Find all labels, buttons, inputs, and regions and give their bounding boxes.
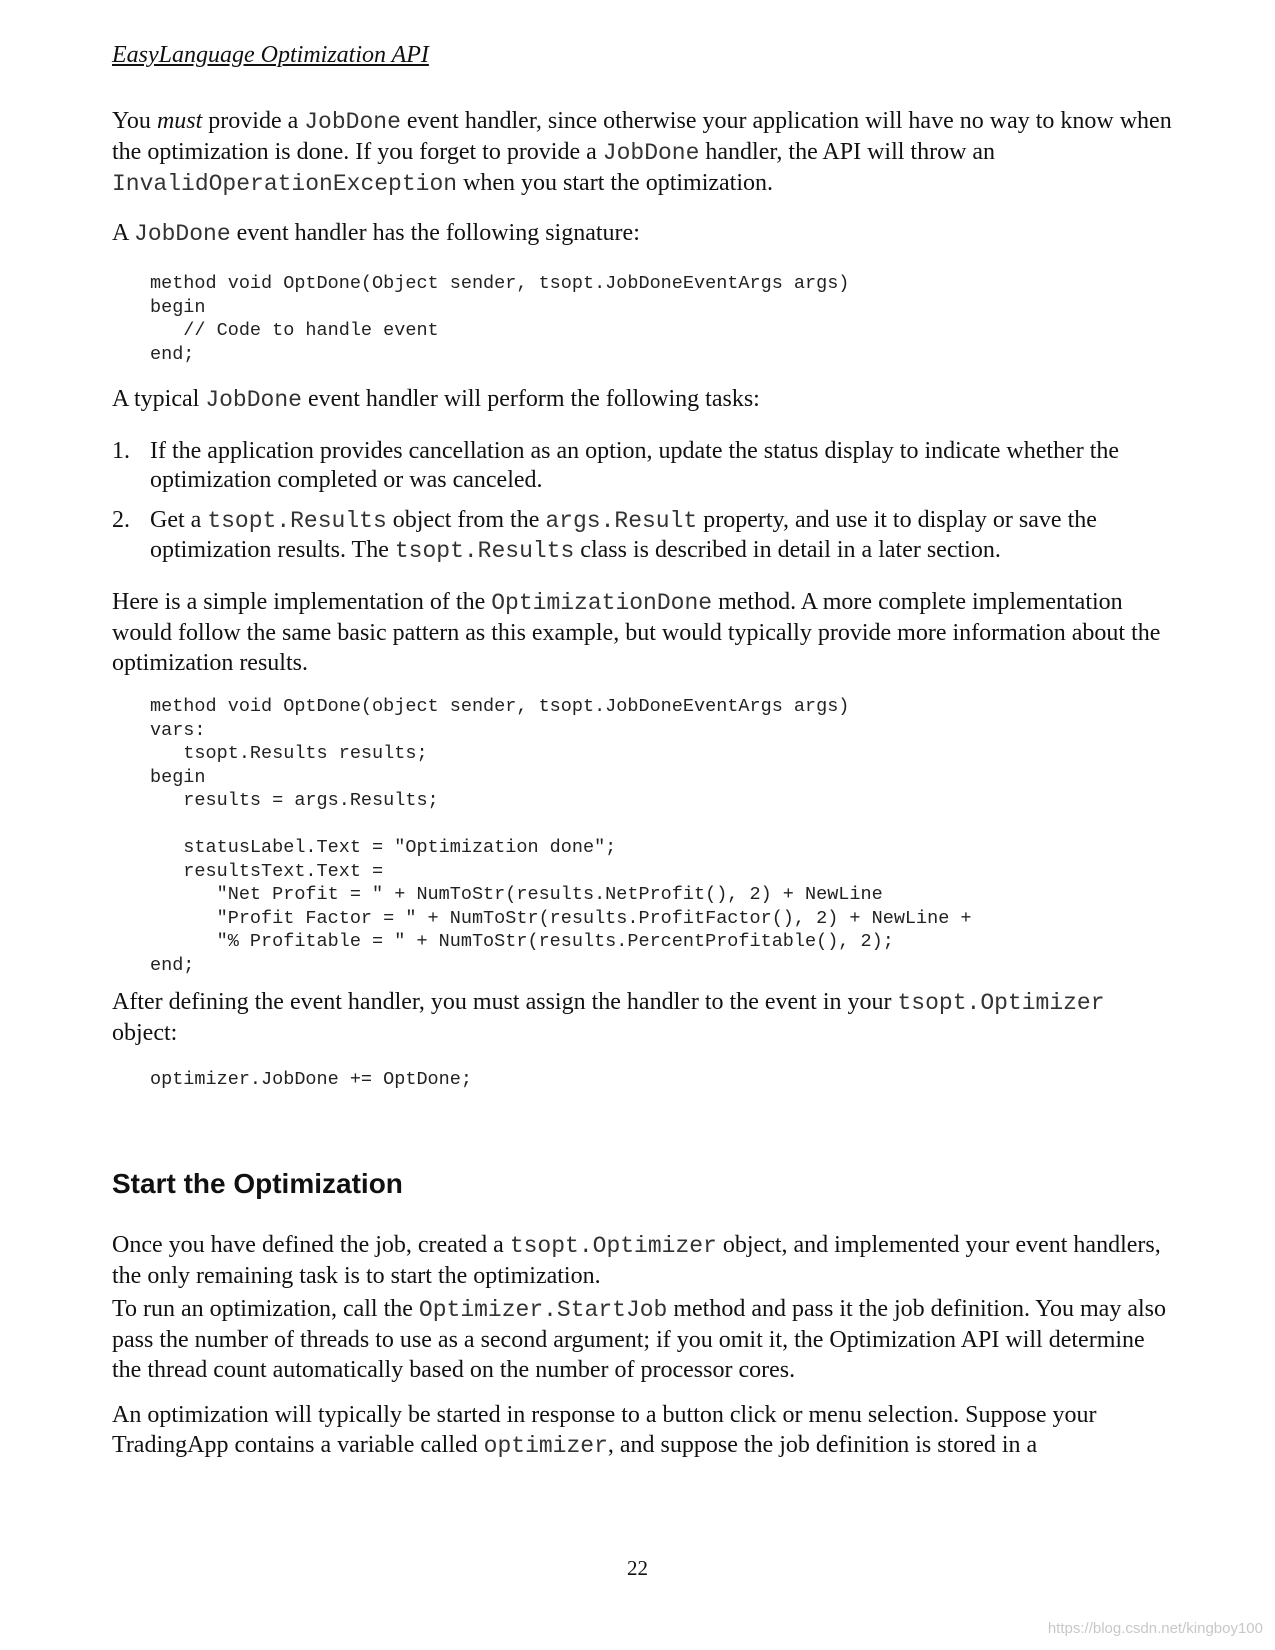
paragraph-start-intro bbox=[112, 1230, 1172, 1291]
page-number: 22 bbox=[627, 1556, 648, 1580]
code-block-assign: optimizer.JobDone += OptDone; bbox=[150, 1069, 472, 1090]
text: Get a bbox=[150, 507, 208, 533]
text: If the application provides cancellation as an option, update the status display to indicate whether the optimization completed or was canceled. bbox=[150, 438, 1120, 493]
text: method. A more complete implementation would follow the same basic pattern as this example, but would typically provide more information about the optimization results. bbox=[112, 589, 1161, 676]
list-number: 2. bbox=[112, 507, 130, 533]
text: Once you have defined the job, created a bbox=[112, 1232, 510, 1258]
list-number: 1. bbox=[112, 438, 130, 464]
text: object from the bbox=[386, 507, 546, 533]
paragraph-startjob bbox=[112, 1294, 1172, 1385]
code-optimizationdone: OptimizationDone bbox=[491, 590, 713, 616]
paragraph-button-click bbox=[112, 1400, 1172, 1461]
text: handler, the API will throw an bbox=[699, 139, 996, 165]
code-invalidoperationexception: InvalidOperationException bbox=[112, 171, 458, 197]
text: object, and implemented your event handlers, the only remaining task is to start the optimization. bbox=[112, 1232, 1161, 1289]
code-jobdone: JobDone bbox=[134, 221, 231, 247]
text: After defining the event handler, you must assign the handler to the event in your bbox=[112, 989, 898, 1015]
list-item bbox=[112, 506, 1172, 566]
code-optimizer-startjob: Optimizer.StartJob bbox=[418, 1297, 668, 1323]
text: You bbox=[112, 108, 157, 134]
text: event handler will perform the following tasks: bbox=[301, 386, 760, 412]
watermark: https://blog.csdn.net/kingboy100 bbox=[1047, 1620, 1263, 1637]
text: A typical bbox=[112, 386, 206, 412]
code-block-implementation: method void OptDone(object sender, tsopt.JobDoneEventArgs args) vars: tsopt.Results results; begin results = args.Results; statusLabel.Text = "Optimization done"; resultsText.Text = "Net Profit = " + NumToStr(results.NetProfit(), 2) + NewLine "Profit Factor = " + NumToStr(results.ProfitFactor(), 2) + NewLine + "% Profitable = " + NumToStr(results.PercentProfitable(), 2); end; bbox=[150, 696, 972, 976]
code-tsopt-results: tsopt.Results bbox=[207, 508, 387, 534]
text: A bbox=[112, 220, 135, 246]
code-tsopt-results: tsopt.Results bbox=[394, 538, 575, 564]
text: To run an optimization, call the bbox=[112, 1296, 419, 1322]
paragraph-assign-handler bbox=[112, 987, 1172, 1048]
code-tsopt-optimizer: tsopt.Optimizer bbox=[897, 990, 1105, 1016]
emphasis-must: must bbox=[156, 108, 203, 134]
text: class is described in detail in a later section. bbox=[574, 537, 1001, 563]
text: when you start the optimization. bbox=[457, 170, 773, 196]
text: event handler has the following signature: bbox=[230, 220, 640, 246]
paragraph-signature-intro bbox=[112, 218, 1172, 249]
text: method and pass it the job definition. You may also pass the number of threads to use as a second argument; if you omit it, the Optimization API will determine the thread count automatically based on the number of processor cores. bbox=[112, 1296, 1166, 1383]
text: event handler, since otherwise your application will have no way to know when the optimization is done. If you forget to provide a bbox=[112, 108, 1172, 165]
running-header: EasyLanguage Optimization API bbox=[112, 42, 429, 68]
paragraph-jobdone-required bbox=[112, 106, 1172, 199]
section-heading: Start the Optimization bbox=[112, 1168, 403, 1199]
code-jobdone: JobDone bbox=[602, 140, 700, 166]
code-optimizer: optimizer bbox=[483, 1433, 608, 1459]
list-item bbox=[112, 437, 1172, 495]
code-block-signature: method void OptDone(Object sender, tsopt.JobDoneEventArgs args) begin // Code to handle event end; bbox=[150, 273, 850, 365]
paragraph-implementation-intro bbox=[112, 587, 1172, 678]
task-list bbox=[112, 437, 1172, 566]
code-args-result: args.Result bbox=[545, 508, 698, 534]
text: An optimization will typically be started in response to a button click or menu selection. Suppose your TradingApp contains a variable called bbox=[112, 1402, 1097, 1458]
paragraph-typical-tasks bbox=[112, 384, 1172, 415]
code-jobdone: JobDone bbox=[304, 109, 401, 135]
text: , and suppose the job definition is stored in a bbox=[607, 1432, 1038, 1458]
text: object: bbox=[112, 1020, 178, 1046]
text: Here is a simple implementation of the bbox=[112, 589, 492, 615]
code-jobdone: JobDone bbox=[205, 387, 302, 413]
text: provide a bbox=[202, 108, 305, 134]
text: property, and use it to display or save the optimization results. The bbox=[150, 507, 1097, 563]
code-tsopt-optimizer: tsopt.Optimizer bbox=[509, 1233, 717, 1259]
